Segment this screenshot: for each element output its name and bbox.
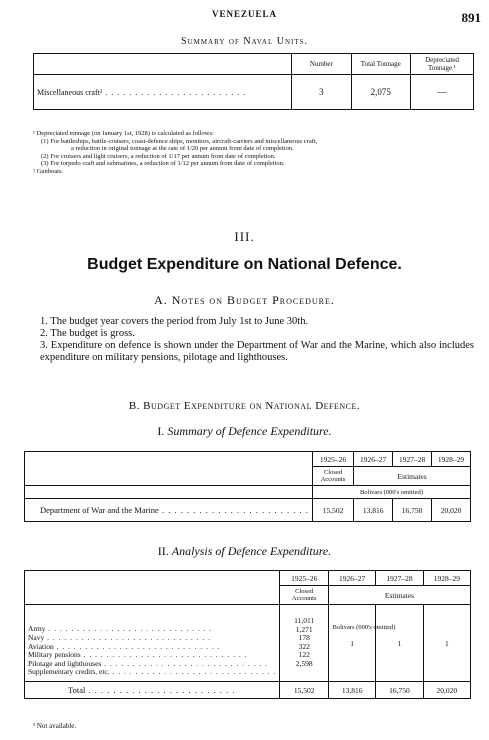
closed-accounts: Closed Accounts: [312, 467, 353, 486]
unit-blank: [25, 486, 313, 499]
note-item: 3. Expenditure on defence is shown under the Department of War and the Marine, which also includes expenditure on military pensions, pilotage and lighthouses.: [40, 340, 474, 363]
naval-summary-title: Summary of Naval Units.: [180, 36, 309, 47]
row-military-pensions: Military pensions . . .: [28, 651, 276, 660]
naval-depreciated: —: [410, 75, 473, 110]
dot-leader: [85, 685, 235, 695]
note-item: 2. The budget is gross.: [40, 328, 135, 339]
row-aviation: Aviation . . .: [28, 643, 276, 652]
summary-row-label: [25, 499, 313, 522]
naval-number: 3: [292, 75, 351, 110]
unit-label: [283, 605, 325, 617]
total-row-label: [25, 682, 280, 699]
summary-value: 15,502: [312, 499, 353, 522]
section-title: Budget Expenditure on National Defence.: [87, 256, 402, 273]
summary-value: 16,750: [393, 499, 432, 522]
row-pilotage: Pilotage and lighthouses . . .: [28, 660, 276, 669]
closed-accounts: Closed Accounts: [280, 586, 329, 605]
year-1925-26: 1925–26: [280, 571, 329, 586]
naval-units-table: [33, 53, 474, 110]
not-available-1927: 1: [376, 605, 423, 682]
footnote-line: (3) For torpedo craft and submarines, a reduction of 1/12 per annum from date of completion.: [41, 160, 285, 168]
footnote-line: (1) For battleships, battle-cruisers, coast-defence ships, monitors, aircraft-carriers and miscellaneous craft,: [41, 137, 318, 145]
running-header-country: VENEZUELA: [211, 9, 277, 19]
naval-total-tonnage: 2,075: [351, 75, 410, 110]
year-1926-27: 1926–27: [354, 452, 393, 467]
col-number: Number: [292, 54, 351, 75]
row-army: Army . . .: [28, 625, 276, 634]
misc-craft-label: Miscellaneous craft²: [37, 87, 103, 97]
analysis-table: [24, 570, 471, 699]
bottom-footnote: ¹ Not available.: [33, 722, 77, 730]
col-total-tonnage: Total Tonnage: [351, 54, 410, 75]
naval-footnotes: [33, 130, 479, 176]
year-1925-26: 1925–26: [312, 452, 353, 467]
estimates: Estimates: [354, 467, 471, 486]
value-navy: 1,271: [295, 625, 313, 634]
total-value: 16,750: [376, 682, 423, 699]
analysis-values-1925: [280, 605, 329, 682]
summary-title: Summary of Defence Expenditure.: [167, 424, 332, 438]
year-1926-27: 1926–27: [329, 571, 376, 586]
department-label: Department of War and the Marine: [40, 505, 159, 515]
value-aviation: 178: [298, 634, 310, 643]
footnote-line: (2) For cruisers and light cruisers, a reduction of 1/17 per annum from date of completion.: [41, 152, 276, 160]
budget-heading: B. Budget Expenditure on National Defence.: [128, 400, 361, 412]
value-pensions: 322: [298, 642, 310, 651]
value-pilotage: 122: [298, 651, 310, 660]
summary-value: 13,816: [354, 499, 393, 522]
summary-num: I.: [157, 424, 165, 438]
dot-leader: [159, 505, 309, 515]
analysis-blank: [25, 571, 280, 605]
col-depreciated-tonnage: Depreciated Tonnage ¹: [410, 54, 473, 75]
summary-value: 20,020: [432, 499, 471, 522]
dot-leader: [102, 88, 246, 97]
total-value: 20,020: [423, 682, 470, 699]
year-1928-29: 1928–29: [423, 571, 470, 586]
notes-list: [24, 316, 474, 364]
footnote-line: ² Gunboats.: [33, 167, 64, 175]
note-item: 1. The budget year covers the period from July 1st to June 30th.: [40, 316, 309, 327]
notes-heading: A. Notes on Budget Procedure.: [154, 293, 335, 307]
analysis-labels: [25, 605, 280, 682]
summary-table: [24, 451, 471, 522]
analysis-title: Analysis of Defence Expenditure.: [171, 544, 332, 558]
section-roman-numeral: III.: [234, 229, 255, 244]
summary-blank: [25, 452, 313, 486]
naval-blank-header: [34, 54, 292, 75]
value-supplementary: 2,598: [295, 659, 313, 668]
analysis-heading: [0, 544, 489, 559]
total-label: Total: [68, 685, 86, 695]
analysis-num: II.: [157, 544, 169, 558]
naval-row-label: [34, 75, 292, 110]
year-1928-29: 1928–29: [432, 452, 471, 467]
total-value: 15,502: [280, 682, 329, 699]
analysis-unit-label: Bolivars (000's omitted): [332, 624, 396, 631]
unit-label: Bolivars (000's omitted): [312, 486, 470, 499]
row-supplementary: Supplementary credits, etc. . . .: [28, 668, 276, 677]
summary-heading: [0, 424, 489, 439]
not-available-1928: 1: [423, 605, 470, 682]
row-navy: Navy . . .: [28, 634, 276, 643]
footnote-line: ¹ Depreciated tonnage (on January 1st, 1928) is calculated as follows:: [33, 130, 214, 137]
estimates: Estimates: [329, 586, 471, 605]
year-1927-28: 1927–28: [393, 452, 432, 467]
value-army: 11,011: [294, 617, 315, 625]
footnote-line: a reduction in original tonnage at the rate of 1/20 per annum from date of completion.: [71, 145, 294, 153]
not-available-1926: 1: [329, 605, 376, 682]
page-number: 891: [461, 10, 481, 25]
total-value: 13,816: [329, 682, 376, 699]
year-1927-28: 1927–28: [376, 571, 423, 586]
